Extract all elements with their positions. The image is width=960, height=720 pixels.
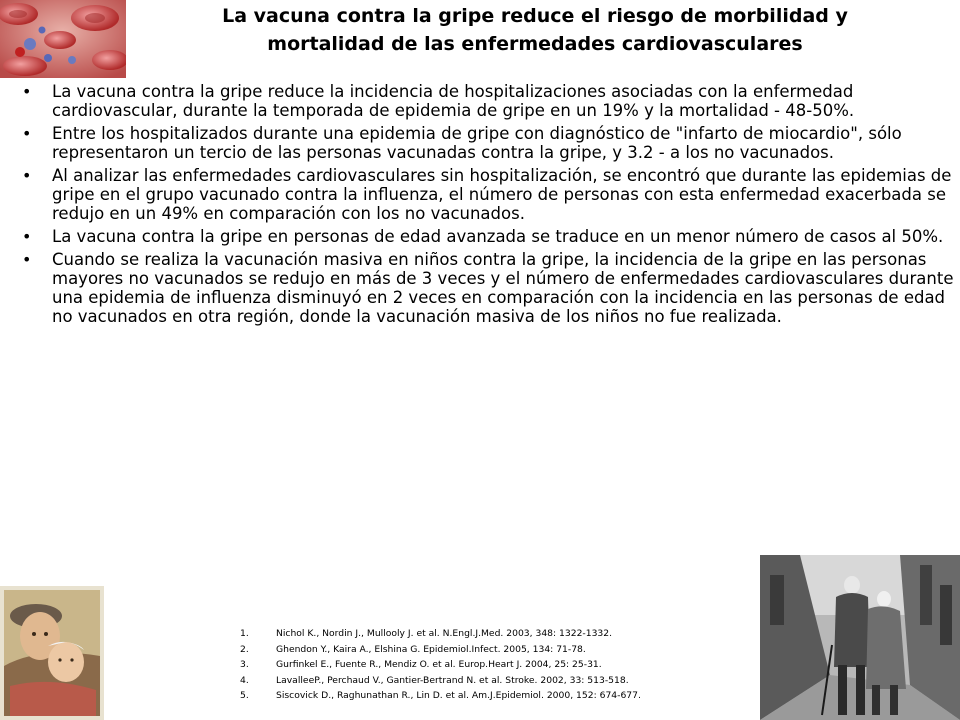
reference-text: Ghendon Y., Kaira A., Elshina G. Epidemiol.Infect. 2005, 134: 71-78.: [276, 643, 586, 655]
bullet-text: Entre los hospitalizados durante una epidemia de gripe con diagnóstico de "infarto de miocardio", sólo representaron un tercio de las personas vacunadas contra la gripe, y 3.2 - a los no vacunados.: [52, 124, 902, 162]
reference-item: [236, 688, 756, 704]
reference-text: Gurfinkel E., Fuente R., Mendiz O. et al. Europ.Heart J. 2004, 25: 25-31.: [276, 659, 602, 670]
bullet-dot: •: [22, 227, 32, 246]
reference-list: [236, 626, 756, 704]
title-line-2: mortalidad de las enfermedades cardiovasculares: [267, 33, 803, 55]
reference-text: Siscovick D., Raghunathan R., Lin D. et al. Am.J.Epidemiol. 2000, 152: 674-677.: [276, 690, 641, 701]
reference-item: [236, 642, 756, 658]
bullet-text: Al analizar las enfermedades cardiovasculares sin hospitalización, se encontró que durante las epidemias de gripe en el grupo vacunado contra la influenza, el número de personas con esta enfermedad exacerbada se redujo en un 49% en comparación con los no vacunados.: [52, 166, 952, 223]
reference-item: [236, 657, 756, 673]
elderly-couple-street-photo: [760, 555, 960, 720]
bullet-text: La vacuna contra la gripe en personas de edad avanzada se traduce en un menor número de casos al 50%.: [52, 227, 944, 246]
reference-text: Nichol K., Nordin J., Mullooly J. et al. N.Engl.J.Med. 2003, 348: 1322-1332.: [276, 628, 613, 639]
reference-item: [236, 626, 756, 642]
reference-number: 1.: [240, 628, 249, 639]
reference-number: 5.: [240, 690, 249, 701]
bullet-item: [22, 166, 957, 223]
bullet-dot: •: [22, 166, 32, 185]
title-line-1: La vacuna contra la gripe reduce el riesgo de morbilidad y: [222, 5, 848, 27]
bullet-text: La vacuna contra la gripe reduce la incidencia de hospitalizaciones asociadas con la enfermedad cardiovascular, durante la temporada de epidemia de gripe en un 19% y la mortalidad - 48-50%.: [52, 82, 855, 120]
reference-number: 3.: [240, 659, 249, 670]
blood-cells-image: [0, 0, 126, 78]
reference-number: 2.: [240, 643, 249, 655]
elderly-couple-painting: [0, 586, 104, 720]
reference-text: LavalleeP., Perchaud V., Gantier-Bertrand N. et al. Stroke. 2002, 33: 513-518.: [276, 674, 629, 686]
reference-item: [236, 673, 756, 689]
bullet-text: Cuando se realiza la vacunación masiva en niños contra la gripe, la incidencia de la gripe en las personas mayores no vacunados se redujo en más de 3 veces y el número de enfermedades cardiovasculares durante una epidemia de influenza disminuyó en 2 veces en comparación con la incidencia en las personas de edad no vacunados en otra región, donde la vacunación masiva de los niños no fue realizada.: [52, 250, 954, 326]
reference-number: 4.: [240, 674, 249, 686]
slide-title: [140, 2, 930, 58]
bullet-item: [22, 82, 957, 120]
bullet-dot: •: [22, 124, 32, 143]
bullet-item: [22, 124, 957, 162]
bullet-list: [22, 82, 957, 330]
bullet-item: [22, 227, 957, 246]
bullet-dot: •: [22, 82, 32, 101]
bullet-dot: •: [22, 250, 32, 269]
bullet-item: [22, 250, 957, 326]
